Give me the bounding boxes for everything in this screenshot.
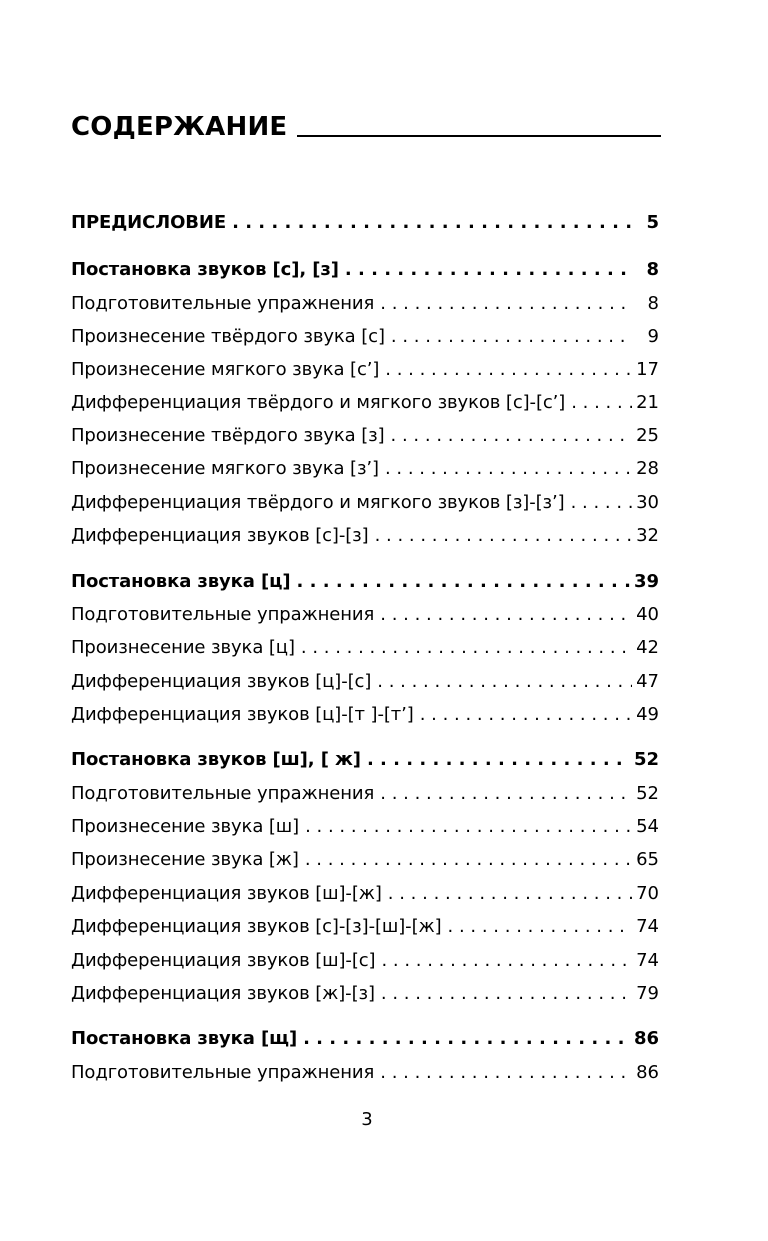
toc-entry-page: 40 [636,604,659,625]
toc-entry-title: Дифференциация твёрдого и мягкого звуков [с]-[с’] [71,392,566,413]
toc-entry-title: Произнесение звука [ц] [71,637,295,658]
dot-leader [380,1056,632,1089]
toc-entry[interactable] [71,631,659,664]
dot-leader [385,452,632,485]
toc-entry-page: 25 [636,425,659,446]
toc-entry[interactable] [71,1056,659,1089]
toc-entry[interactable] [71,598,659,631]
toc-entry-title: Дифференциация звуков [ц]-[т ]-[т’] [71,704,414,725]
toc-entry-title: Произнесение твёрдого звука [з] [71,425,385,446]
toc-entry-page: 8 [646,259,659,280]
toc-entry-page: 39 [633,571,659,592]
toc-entry-page: 9 [647,326,659,347]
toc-entry-title: Произнесение мягкого звука [з’] [71,458,379,479]
dot-leader [301,631,632,664]
toc-entry-title: Произнесение звука [ш] [71,816,300,837]
toc-entry-title: Дифференциация звуков [ш]-[ж] [71,883,382,904]
toc-entry-page: 86 [636,1062,659,1083]
toc-entry-title: Произнесение звука [ж] [71,849,299,870]
toc-entry[interactable] [71,910,659,943]
toc-entry-page: 17 [636,359,659,380]
dot-leader [571,386,632,419]
toc-entry[interactable] [71,977,659,1010]
dot-leader [391,419,633,452]
toc-entry[interactable] [71,386,659,419]
toc-entry[interactable] [71,452,659,485]
dot-leader [385,353,632,386]
toc-entry-page: 47 [636,671,659,692]
dot-leader [381,977,632,1010]
dot-leader [297,565,630,598]
toc-entry-page: 70 [636,883,659,904]
dot-leader [345,253,633,286]
toc-entry-page: 52 [636,783,659,804]
toc-entry-page: 28 [636,458,659,479]
toc-entry-title: Подготовительные упражнения [71,604,375,625]
toc-entry-page: 74 [636,950,659,971]
toc-entry[interactable] [71,519,659,552]
toc-entry-title: Постановка звука [щ] [71,1028,298,1049]
toc-entry[interactable] [71,486,659,519]
dot-leader [391,320,633,353]
toc-entry-title: Подготовительные упражнения [71,1062,375,1083]
toc-entry-page: 5 [646,212,659,233]
toc-entry-title: Дифференциация звуков [с]-[з] [71,525,369,546]
toc-entry-page: 54 [636,816,659,837]
toc-entry-title: Постановка звуков [ш], [ ж] [71,749,361,770]
toc-entry[interactable] [71,810,659,843]
dot-leader [305,843,632,876]
dot-leader [380,287,633,320]
toc-entry-page: 65 [636,849,659,870]
toc-section-ts[interactable] [71,565,659,598]
toc-section-preface[interactable] [71,206,659,239]
toc-entry[interactable] [71,698,659,731]
toc-entry-title: Дифференциация звуков [ц]-[с] [71,671,372,692]
toc-entry-title: Подготовительные упражнения [71,783,375,804]
toc-entry-page: 42 [636,637,659,658]
page-number: 3 [361,1109,373,1130]
dot-leader [380,777,632,810]
toc-entry-page: 52 [633,749,659,770]
dot-leader [232,206,633,239]
page-title [71,108,661,146]
title-underline [297,135,661,137]
toc-entry[interactable] [71,944,659,977]
dot-leader [303,1022,630,1055]
toc-entry-page: 21 [636,392,659,413]
dot-leader [420,698,632,731]
toc-entry[interactable] [71,353,659,386]
toc-entry[interactable] [71,843,659,876]
toc-entry-page: 30 [636,492,659,513]
toc-entry[interactable] [71,777,659,810]
toc-entry-title: Дифференциация звуков [ж]-[з] [71,983,375,1004]
toc-entry-title: Произнесение мягкого звука [с’] [71,359,380,380]
toc-entry-title: Дифференциация звуков [с]-[з]-[ш]-[ж] [71,916,442,937]
page-title-text: СОДЕРЖАНИЕ [71,112,288,142]
dot-leader [380,598,632,631]
dot-leader [367,743,630,776]
toc-entry-title: Постановка звука [ц] [71,571,291,592]
toc-entry[interactable] [71,320,659,353]
toc-entry[interactable] [71,877,659,910]
dot-leader [448,910,633,943]
toc-entry-title: ПРЕДИСЛОВИЕ [71,212,227,233]
dot-leader [388,877,632,910]
toc-section-shch[interactable] [71,1022,659,1055]
toc-entry[interactable] [71,287,659,320]
dot-leader [377,665,632,698]
toc-entry-page: 49 [636,704,659,725]
toc-entry-page: 8 [647,293,659,314]
dot-leader [381,944,632,977]
toc-entry-page: 79 [636,983,659,1004]
toc-entry[interactable] [71,419,659,452]
toc-entry[interactable] [71,665,659,698]
toc-entry-page: 32 [636,525,659,546]
toc-section-sh-zh[interactable] [71,743,659,776]
dot-leader [375,519,633,552]
toc-entry-title: Подготовительные упражнения [71,293,375,314]
toc-entry-title: Дифференциация твёрдого и мягкого звуков [з]-[з’] [71,492,565,513]
dot-leader [571,486,633,519]
toc-entry-title: Постановка звуков [с], [з] [71,259,339,280]
toc-entry-page: 86 [633,1028,659,1049]
toc-entry-title: Произнесение твёрдого звука [с] [71,326,385,347]
toc-entry-page: 74 [636,916,659,937]
dot-leader [305,810,632,843]
toc-section-s-z[interactable] [71,253,659,286]
toc-entry-title: Дифференциация звуков [ш]-[с] [71,950,376,971]
